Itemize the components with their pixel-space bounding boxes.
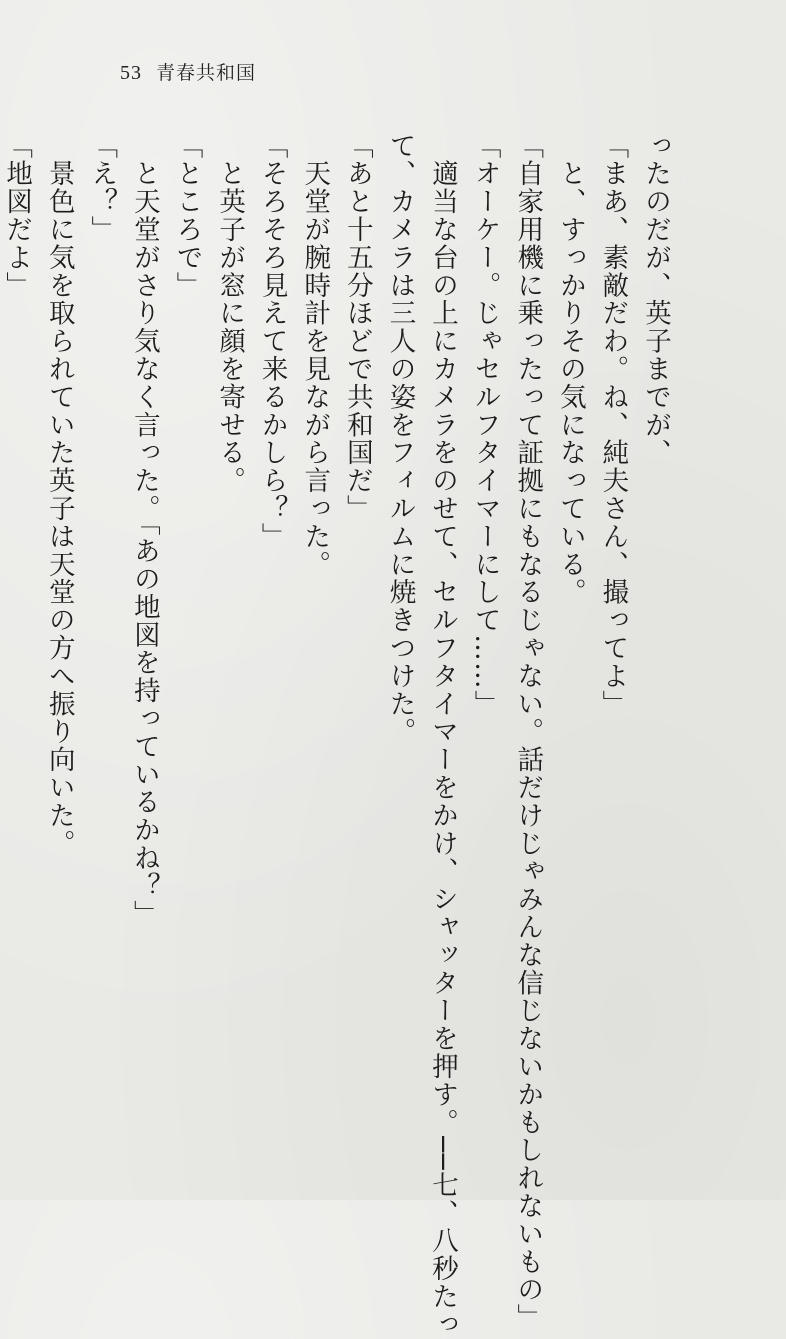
text-line: 「え？」 bbox=[86, 132, 118, 244]
chapter-title: 青春共和国 bbox=[156, 62, 257, 84]
text-line: 「ところで」 bbox=[171, 132, 203, 300]
text-line: 「オーケー。じゃセルフタイマーにして……」 bbox=[469, 132, 501, 718]
text-line: 「まあ、素敵だわ。ね、純夫さん、撮ってよ」 bbox=[597, 132, 629, 718]
running-head bbox=[120, 58, 256, 85]
text-line: 景色に気を取られていた英子は天堂の方へ振り向いた。 bbox=[43, 132, 75, 858]
text-line: て、カメラは三人の姿をフィルムに焼きつけた。 bbox=[384, 132, 416, 746]
text-line: 「地図だよ」 bbox=[1, 132, 33, 300]
vertical-body-text bbox=[1, 132, 676, 1339]
text-line: と天堂がさり気なく言った。「あの地図を持っているかね？」 bbox=[128, 132, 160, 928]
text-line: と、すっかりその気になっている。 bbox=[554, 132, 586, 607]
text-line: ったのだが、英子までが、 bbox=[640, 132, 671, 467]
text-line: 「そろそろ見えて来るかしら？」 bbox=[256, 132, 288, 551]
text-line: 「あと十五分ほどで共和国だ」 bbox=[341, 132, 373, 523]
text-line: 「自家用機に乗ったって証拠にもなるじゃない。話だけじゃみんな信じないかもしれないもの」 bbox=[512, 132, 544, 1332]
page-number: 53 bbox=[120, 62, 142, 84]
text-line: と英子が窓に顔を寄せる。 bbox=[214, 132, 246, 495]
text-line: 天堂が腕時計を見ながら言った。 bbox=[299, 132, 331, 579]
text-line: 適当な台の上にカメラをのせて、セルフタイマーをかけ、シャッターを押す。──七、八秒たっ bbox=[427, 132, 459, 1339]
